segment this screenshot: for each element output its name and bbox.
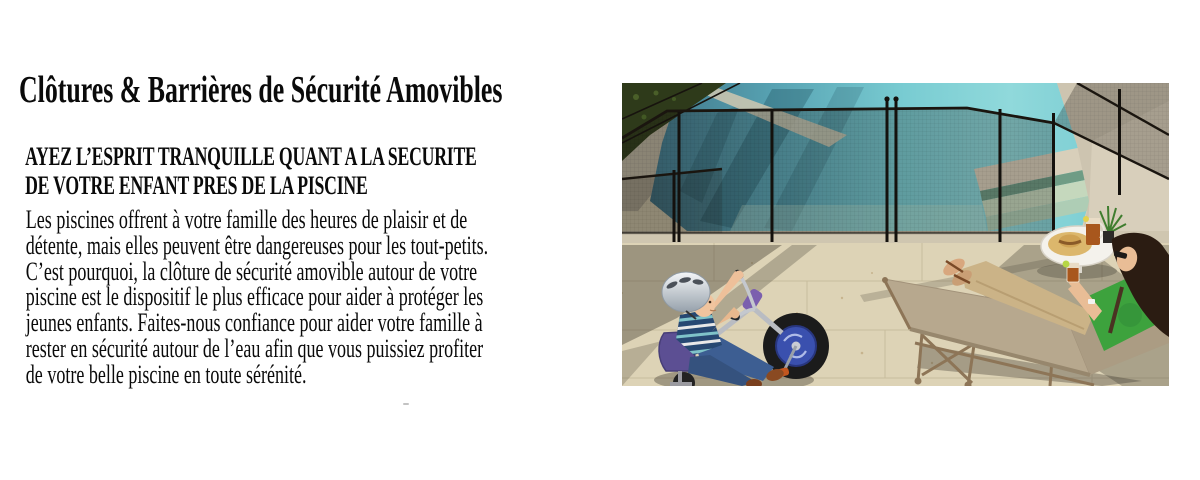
body-line: C’est pourquoi, la clôture de sécurité amovible autour de votre xyxy=(25,255,478,286)
body-line: détente, mais elles peuvent être dangereuses pour les tout-petits. xyxy=(25,229,489,260)
subtitle-line: DE VOTRE ENFANT PRES DE LA PISCINE xyxy=(25,170,368,200)
page-artifact-mark xyxy=(403,403,409,405)
page-title: Clôtures & Barrières de Sécurité Amovibles xyxy=(19,69,503,111)
body-line: de votre belle piscine en toute sérénité. xyxy=(25,358,307,389)
watch xyxy=(1088,299,1095,304)
lime-garnish xyxy=(1063,261,1070,268)
subtitle-line: AYEZ L’ESPRIT TRANQUILLE QUANT A LA SECURITE xyxy=(25,142,477,171)
article-body xyxy=(25,204,489,389)
article-subtitle xyxy=(25,143,477,200)
article-text xyxy=(19,0,631,480)
body-line: rester en sécurité autour de l’eau afin que vous puissiez profiter xyxy=(25,332,484,363)
body-line: Les piscines offrent à votre famille des heures de plaisir et de xyxy=(25,204,468,234)
pool-scene xyxy=(622,83,1169,386)
body-line: jeunes enfants. Faites-nous confiance pour aider votre famille à xyxy=(25,307,483,338)
body-line: piscine est le dispositif le plus efficace pour aider à protéger les xyxy=(25,281,484,312)
pool-fence-photo xyxy=(622,83,1169,386)
straw-hat xyxy=(1048,232,1092,256)
